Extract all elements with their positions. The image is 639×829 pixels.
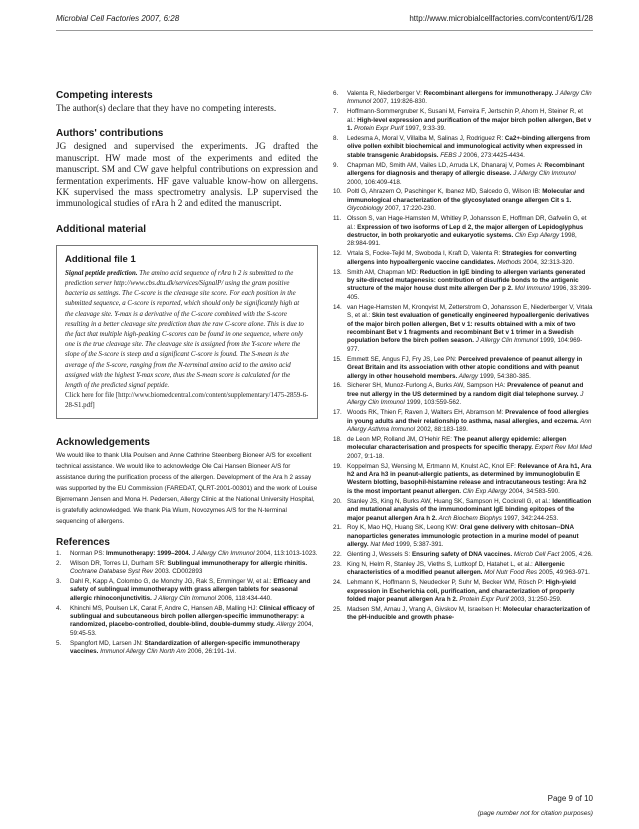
reference-item [56,578,318,603]
reference-title: Ca2+-binding allergens from olive pollen exhibit biochemical and immunological activity when expressed in stable transgenic Arabidopsis. [347,135,591,159]
reference-text [70,550,317,558]
article-url[interactable]: http://www.microbialcellfactories.com/content/6/1/28 [409,14,593,23]
reference-number: 11. [333,215,342,223]
reference-title: Molecular and immunological characterization of the glycosylated orange allergen Cit s 1. [347,188,585,204]
reference-journal: Nat Med [368,541,395,549]
reference-title: Perceived prevalence of peanut allergy in Great Britain and its association with other atopic conditions and with peanut allergy in other household members. [347,355,583,380]
reference-title: High-level expression and purification of the major birch pollen allergen, Bet v 1. [347,116,592,133]
reference-volume: 2007, 119:826-830. [371,98,428,106]
reference-volume: 2005, 49:963-971. [537,569,590,577]
reference-volume: 1998, 28:984-991. [347,232,577,248]
reference-journal: Immunol Allergy Clin North Am [98,648,186,656]
reference-text [347,188,593,213]
reference-item [333,90,593,107]
reference-volume: 2003. CD002893 [152,568,203,575]
reference-journal: J Allergy Clin Immunol [511,170,576,178]
reference-item [333,356,593,381]
reference-number: 16. [333,382,342,390]
reference-text [347,498,593,523]
reference-volume: 2007, 9:1-18. [347,452,385,460]
reference-title: Molecular characterization of the pH-inducible and growth phase- [347,606,590,622]
acknowledgements-heading: Acknowledgements [56,436,150,448]
reference-title: Recombinant allergens for diagnosis and therapy of allergic disease. [347,161,585,178]
reference-volume: 1996, 33:399-405. [347,285,592,301]
reference-authors: Norman PS: [70,549,107,557]
reference-item [56,640,318,657]
reference-title: Skin test evaluation of genetically engineered hypoallergenic derivatives of the major birch pollen allergen, Bet v 1: results obtained with a mix of two recombinant Bet v 1 fragments and recombinant Bet v 1 trimer in a Swedish population before the birch pollen season. [347,312,590,345]
reference-item [333,551,593,559]
reference-journal: Clin Exp Allergy [461,487,508,495]
reference-journal: Expert Rev Mol Med [533,444,592,452]
reference-journal: Ann Allergy Asthma Immunol [347,417,592,433]
reference-text [347,606,593,623]
reference-journal: Arch Biochem Biophys [437,514,502,522]
reference-title: Prevalence of food allergies in young adults and their relationship to asthma, nasal allergies, and eczema. [347,409,589,425]
reference-journal: Methods [495,258,522,266]
reference-journal: Protein Expr Purif [352,125,404,133]
reference-item [333,579,593,604]
reference-volume: 2007, 17:220-230. [383,205,436,213]
reference-authors: Koppelman SJ, Wensing M, Ertmann M, Knulst AC, Knol EF: [347,462,518,470]
additional-file-box [56,245,318,419]
reference-text [347,108,593,133]
reference-title: Recombinant allergens for immunotherapy. [423,90,554,97]
reference-number: 21. [333,524,342,532]
reference-volume: 2004, 59:45-53. [70,621,314,637]
reference-authors: Smith AM, Chapman MD: [347,268,420,276]
authors-contributions-text: JG designed and supervised the experiments. JG drafted the manuscript. HW made most of the experiments and edited the manuscript. SM and CW gave helpful contributions on expression and fermentation experiments. HF gave valuable know-how on allergens. KK supervised the mass spectrometry analysis. LP supervised the immunological studies of rAra h 2 and edited the manuscript. [56,141,318,209]
reference-number: 12. [333,250,342,258]
reference-item [333,498,593,523]
reference-item [333,606,593,623]
references-heading: References [56,536,110,548]
reference-item [333,304,593,354]
reference-item [333,409,593,434]
reference-journal: J Allergy Clin Immunol [474,337,539,345]
reference-journal: Protein Expr Purif [457,596,509,604]
reference-text [347,579,593,604]
reference-authors: van Hage-Hamsten M, Kronqvist M, Zetterstrom O, Johansson E, Niederberger V, Vrtala S, et al.: [347,303,593,320]
reference-item [333,561,593,578]
reference-authors: Spangfort MD, Larsen JN: [70,639,145,647]
reference-authors: Vrtala S, Focke-Tejkl M, Swoboda I, Kraft D, Valenta R: [347,250,503,258]
reference-authors: Chapman MD, Smith AM, Vailes LD, Arruda LK, Dhanaraj V, Pomes A: [347,161,545,169]
reference-text [70,578,318,603]
reference-journal: Cochrane Database Syst Rev [70,568,153,575]
reference-number: 25. [333,606,342,614]
reference-number: 3. [56,577,62,585]
reference-authors: Khinchi MS, Poulsen LK, Carat F, Andre C, Hansen AB, Malling HJ: [70,604,259,612]
reference-text [347,90,593,107]
reference-text [70,640,318,657]
reference-title: Strategies for converting allergens into hypoallergenic vaccine candidates. [347,250,577,266]
reference-item [333,382,593,407]
reference-title: Standardization of allergen-specific immunotherapy vaccines. [70,639,300,656]
reference-authors: Poltl G, Ahrazem O, Paschinger K, Ibanez MD, Salcedo G, Wilson IB: [347,188,543,196]
reference-item [333,215,593,249]
additional-file-title: Additional file 1 [65,253,136,265]
reference-volume: 2000, 106:409-418. [347,178,402,186]
reference-text [347,135,593,160]
reference-item [333,135,593,160]
reference-journal: Clin Exp Allergy [513,232,560,239]
reference-volume: 2002, 88:183-189. [415,425,468,433]
reference-journal: Allergy [274,621,296,629]
reference-journal: Glycobiology [347,205,384,213]
reference-title: High-yield expression in Escherichia coli, purification, and characterization of properly folded major peanut allergen Ara h 2. [347,579,576,604]
reference-title: Expression of two isoforms of Lep d 2, the major allergen of Lepidoglyphus destructor, in both prokaryotic and eukaryotic systems. [347,223,584,239]
reference-text [347,524,593,549]
reference-journal: Mol Nutr Food Res [482,569,538,577]
reference-number: 2. [56,559,62,567]
reference-list-right [333,90,593,623]
journal-citation: Microbial Cell Factories 2007, 6:28 [56,14,180,23]
reference-volume: 2003, 31:250-259. [508,596,562,604]
reference-title: Ensuring safety of DNA vaccines. [411,551,513,559]
reference-item [333,188,593,213]
reference-text [347,304,593,354]
right-column [333,90,593,624]
additional-file-desc-body: The amino acid sequence of rAra h 2 is submitted to the prediction server http://www.cbs.dtu.dk/services/SignalP/ using the gram positive bacteria as settings. The C-score is the cleavage site score. For each position in the submitted sequence, a C-score is reported, which should only be significantly high at the cleavage site. Y-max is a derivative of the C-score combined with the S-score resulting in a better cleavage site prediction than the raw C-score alone. This is due to the fact that multiple high-peaking C-scores can be found in one sequence, where only one is the true cleavage site. The cleavage site is assigned from the Y-score where the slope of the S-score is steep and a significant C-score is found. The S-mean is the average of the S-score, ranging from the N-terminal amino acid to the amino acid assigned with the highest Y-max score, thus the S-mean score is calculated for the length of the predicted signal peptide. [65,269,304,390]
reference-volume: 2004, 113:1013-1023. [254,549,318,557]
reference-authors: Emmett SE, Angus FJ, Fry JS, Lee PN: [347,355,459,363]
reference-authors: King N, Helm R, Stanley JS, Vieths S, Luttkopf D, Hatahet L, et al.: [347,561,535,569]
reference-item [333,463,593,497]
reference-title: Identification and mutational analysis of the immunodominant IgE binding epitopes of the major peanut allergen Ara h 2. [347,497,592,522]
reference-item [333,436,593,461]
reference-text [70,605,318,639]
reference-volume: 1997, 342:244-253. [501,514,559,522]
reference-text [347,215,593,249]
reference-number: 18. [333,435,342,443]
reference-title: Oral gene delivery with chitosan--DNA nanoparticles generates immunologic protection in a murine model of peanut allergy. [347,524,579,549]
reference-number: 15. [333,355,342,363]
reference-item [333,162,593,187]
reference-volume: 2004, 32:313-320. [521,258,575,266]
reference-authors: Dahl R, Kapp A, Colombo G, de Monchy JG, Rak S, Emminger W, et al.: [70,577,274,585]
reference-number: 7. [333,108,339,116]
reference-number: 20. [333,497,342,505]
reference-volume: 1999, 104:969-977. [347,337,583,353]
authors-contributions-heading: Authors' contributions [56,128,164,140]
reference-text [347,382,593,407]
reference-authors: Hoffmann-Sommergruber K, Susani M, Ferreira F, Jertschin P, Ahorn H, Steiner R, et al.: [347,108,583,124]
reference-title: Reduction in IgE binding to allergen variants generated by site-directed mutagenesis: contribution of disulfide bonds to the antigenic structure of the major house dust mite allergen Der p 2. [347,268,586,293]
reference-list-left [56,550,318,657]
reference-authors: Madsen SM, Arnau J, Vrang A, Givskov M, Israelsen H: [347,606,503,614]
reference-item [56,560,318,577]
reference-text [347,269,593,303]
reference-authors: Glenting J, Wessels S: [347,551,412,559]
reference-volume: 2006, 26:191-1vi. [185,648,237,656]
reference-item [56,550,318,558]
reference-title: The peanut allergy epidemic: allergen molecular characterisation and prospects for specific therapy. [347,435,567,452]
reference-authors: de Leon MP, Rolland JM, O'Hehir RE: [347,435,454,443]
reference-item [56,605,318,639]
additional-file-description [65,269,309,391]
reference-volume: 2006, 118:434-440. [216,594,272,602]
reference-number: 24. [333,579,342,587]
reference-journal: Microb Cell Fact [512,551,560,559]
reference-authors: Ledesma A, Moral V, Villalba M, Salinas J, Rodriguez R: [347,135,505,143]
reference-volume: 2004, 34:583-590. [507,487,560,495]
additional-material-heading: Additional material [56,223,147,235]
reference-title: Clinical efficacy of sublingual and subcutaneous birch pollen allergen-specific immunotherapy: a randomized, placebo-controlled, double-blind, double-dummy study. [70,604,315,629]
reference-number: 22. [333,551,342,559]
reference-title: Relevance of Ara h1, Ara h2 and Ara h3 in peanut-allergic patients, as determined by immunoglobulin E Western blotting, basophil-histamine release and intracutaneous testing: Ara h2 is the most important peanut allergen. [347,462,592,495]
page-number-note: (page number not for citation purposes) [477,810,593,817]
reference-text [347,162,593,187]
reference-journal: J Allergy Clin Immunol [190,549,255,557]
header-rule [56,30,593,31]
reference-item [333,250,593,267]
reference-journal: J Allergy Clin Immunol [347,390,584,407]
additional-file-desc-lead: Signal peptide prediction. [65,269,138,277]
reference-volume: 1999, 103:559-562. [404,399,462,407]
reference-number: 17. [333,409,342,417]
reference-authors: Roy K, Mao HQ, Huang SK, Leong KW: [347,524,460,532]
reference-title: Allergenic characteristics of a modified peanut allergen. [347,561,565,577]
reference-text [347,436,593,461]
reference-number: 14. [333,303,342,311]
reference-authors: Woods RK, Thien F, Raven J, Walters EH, Abramson M: [347,409,506,417]
reference-text [347,356,593,381]
reference-number: 4. [56,604,62,612]
reference-volume: 2006, 273:4425-4434. [461,151,525,159]
reference-text [347,409,593,434]
reference-title: Immunotherapy: 1999–2004. [106,549,191,557]
reference-number: 10. [333,188,342,196]
reference-journal: FEBS J [438,151,462,159]
reference-volume: 1999, 5:387-391. [394,541,444,549]
competing-interests-heading: Competing interests [56,90,153,101]
reference-number: 6. [333,90,339,97]
reference-text [347,463,593,497]
reference-number: 23. [333,561,342,569]
reference-number: 13. [333,268,342,276]
reference-journal: Mol Immunol [512,285,551,293]
reference-number: 19. [333,462,342,470]
reference-title: Prevalence of peanut and tree nut allergy in the US determined by a random digit dial telephone survey. [347,382,584,398]
reference-number: 8. [333,135,339,143]
reference-number: 5. [56,639,62,647]
reference-authors: Sicherer SH, Munoz-Furlong A, Burks AW, Sampson HA: [347,382,508,390]
reference-text [347,250,593,267]
reference-item [333,269,593,303]
acknowledgements-text: We would like to thank Ulla Poulsen and Anne Cathrine Steenberg Bioneer A/S for excellent technical assistance. We would like to acknowledge Ole Cai Hansen Bioneer A/S for assistance during the purification process of the allergen. Development of the Ara h 2 assay was supported by the EU Commission (FAREDAT, QLRT-2001-00301) and the work of Louise Bjerremann Jensen and Mona H. Pedersen, Allergy Clinic at the National University Hospital, is gratefully acknowledged. We thank Pia Wium, Novozymes A/S for the N-terminal sequencing of allergens. [56,451,318,525]
reference-journal: Allergy [457,372,478,380]
reference-authors: Lehmann K, Hoffmann S, Neudecker P, Suhr M, Becker WM, Rösch P: [347,579,546,587]
reference-item [333,524,593,549]
reference-volume: 1999, 54:380-385. [478,372,531,380]
left-column [56,90,318,658]
reference-item [333,108,593,133]
reference-journal: J Allergy Clin Immunol [347,90,592,106]
reference-journal: J Allergy Clin Immunol [151,594,217,602]
reference-volume: 2005, 4:26. [559,551,593,559]
reference-authors: Valenta R, Niederberger V: [347,90,424,97]
reference-authors: Olsson S, van Hage-Hamsten M, Whitley P, Johansson E, Hoffman DR, Gafvelin G, et al.: [347,215,587,231]
competing-interests-text: The author(s) declare that they have no competing interests. [56,103,277,113]
page-number: Page 9 of 10 [547,794,593,803]
reference-number: 1. [56,549,62,557]
reference-authors: Stanley JS, King N, Burks AW, Huang SK, Sampson H, Cockrell G, et al.: [347,497,553,505]
reference-text [347,561,593,578]
reference-text [70,560,318,577]
reference-title: Sublingual immunotherapy for allergic rhinitis. [167,559,308,567]
reference-number: 9. [333,161,339,169]
reference-authors: Wilson DR, Torres LI, Durham SR: [70,559,168,567]
additional-file-link[interactable]: Click here for file [http://www.biomedcentral.com/content/supplementary/1475-2859-6-28-S1.pdf] [65,392,309,410]
reference-text [347,551,593,559]
reference-title: Efficacy and safety of sublingual immunotherapy with grass allergen tablets for seasonal allergic rhinoconjunctivitis. [70,577,311,602]
reference-volume: 1997, 9:33-39. [403,125,446,133]
